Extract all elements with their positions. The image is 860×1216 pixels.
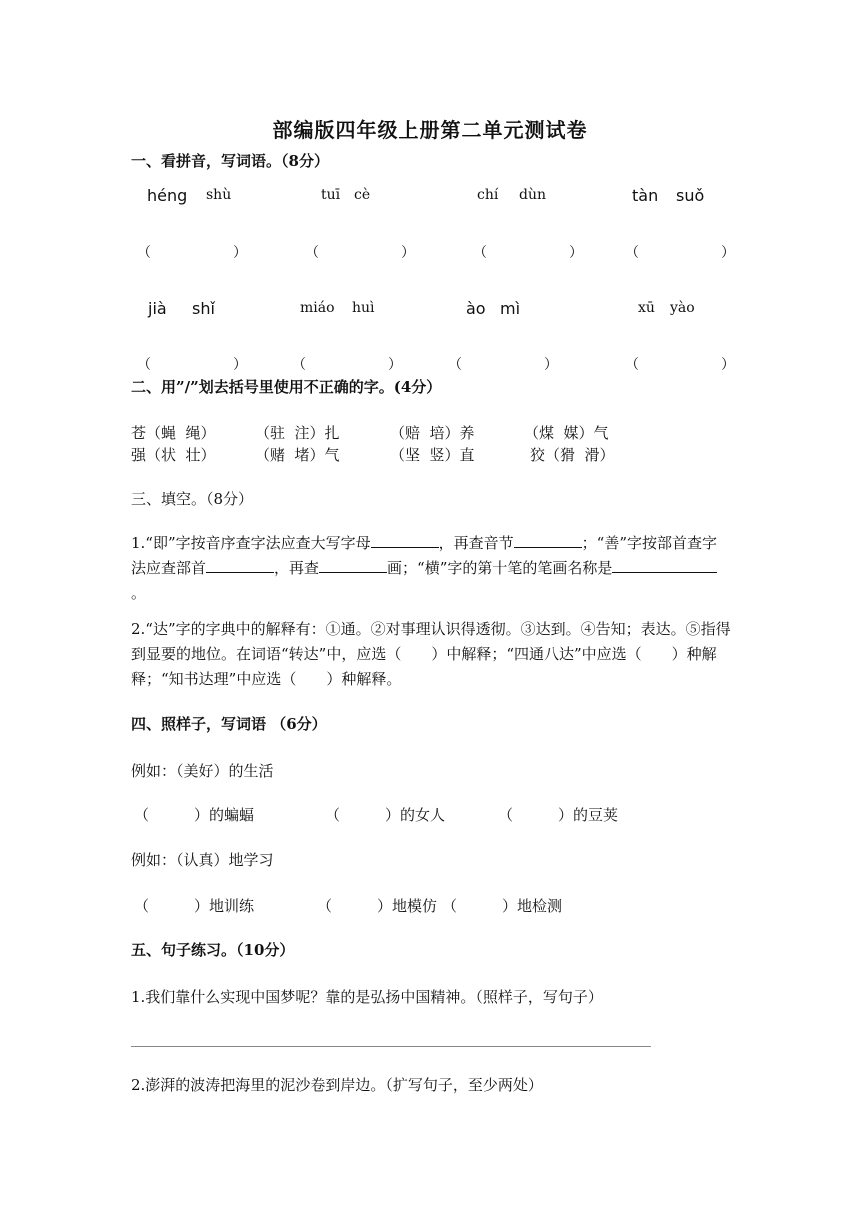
pinyin-6a: miáo <box>300 300 335 316</box>
pinyin-5b: shǐ <box>192 299 215 318</box>
pinyin-8b: yào <box>670 300 695 316</box>
answer-blank[interactable] <box>319 556 387 573</box>
word-item: （ ）地检测 <box>442 897 563 915</box>
answer-blank[interactable] <box>371 531 439 548</box>
pinyin-4b: suǒ <box>676 186 705 205</box>
answer-open-8: （ <box>625 357 639 373</box>
answer-open-5: （ <box>137 357 151 373</box>
answer-close-4: ） <box>721 245 735 261</box>
word-item: （ ）地模仿 <box>317 897 438 915</box>
word-item: （ ）的豆荚 <box>498 806 619 824</box>
answer-close-7: ） <box>544 357 558 373</box>
choice-item: （坚 竖）直 <box>390 446 475 464</box>
answer-close-2: ） <box>401 245 415 261</box>
choice-item: （驻 注）扎 <box>255 424 340 442</box>
choice-item: （煤 媒）气 <box>524 424 609 442</box>
answer-close-8: ） <box>721 357 735 373</box>
word-item: （ ）地训练 <box>134 897 255 915</box>
section-1-heading: 一、看拼音，写词语。（8分） <box>131 152 329 170</box>
answer-blank[interactable] <box>612 556 717 573</box>
answer-close-3: ） <box>569 245 583 261</box>
pinyin-2b: cè <box>354 187 371 203</box>
example-2: 例如：（认真）地学习 <box>131 851 274 869</box>
page-title: 部编版四年级上册第二单元测试卷 <box>272 118 588 142</box>
choice-item: 狡（猾 滑） <box>530 446 615 464</box>
answer-close-6: ） <box>388 357 402 373</box>
pinyin-2a: tuī <box>321 187 341 203</box>
answer-open-3: （ <box>473 245 487 261</box>
answer-open-2: （ <box>305 245 319 261</box>
choice-item: 强（状 壮） <box>131 446 216 464</box>
pinyin-8a: xū <box>638 300 655 316</box>
pinyin-7a: ào <box>466 299 486 318</box>
example-1: 例如：（美好）的生活 <box>131 762 274 780</box>
fill-question-1: 1.“即”字按音序查字法应查大写字母 ，再查音节 ；“善”字按部首查字法应查部首 ，再查 画；“横”字的第十笔的笔画名称是。 <box>131 531 731 606</box>
choice-item: （赌 堵）气 <box>255 446 340 464</box>
answer-close-1: ） <box>233 245 247 261</box>
pinyin-3b: dùn <box>519 187 546 203</box>
pinyin-1a: héng <box>147 186 188 205</box>
pinyin-6b: huì <box>352 300 375 316</box>
pinyin-5a: jià <box>148 299 167 318</box>
choice-item: 苍（蝇 绳） <box>131 424 216 442</box>
word-item: （ ）的蝙蝠 <box>134 806 255 824</box>
choice-item: （赔 培）养 <box>390 424 475 442</box>
sentence-question-2: 2.澎湃的波涛把海里的泥沙卷到岸边。（扩写句子，至少两处） <box>131 1076 543 1094</box>
answer-line[interactable] <box>131 1046 651 1047</box>
section-2-heading: 二、用”/”划去括号里使用不正确的字。(4分） <box>131 378 442 396</box>
section-4-heading: 四、照样子，写词语 （6分） <box>131 715 327 733</box>
section-3-heading: 三、填空。（8分） <box>131 490 254 508</box>
pinyin-1b: shù <box>206 187 232 203</box>
word-item: （ ）的女人 <box>325 806 446 824</box>
answer-blank[interactable] <box>514 531 582 548</box>
answer-open-6: （ <box>292 357 306 373</box>
sentence-question-1: 1.我们靠什么实现中国梦呢？靠的是弘扬中国精神。（照样子，写句子） <box>131 988 603 1006</box>
fill-question-2: 2.“达”字的字典中的解释有：①通。②对事理认识得透彻。③达到。④告知；表达。⑤指得到显要的地位。在词语“转达”中，应选（ ）中解释；“四通八达”中应选（ ）种解释；“知书达理”中应选（ ）种解释。 <box>131 620 731 688</box>
section-5-heading: 五、句子练习。（10分） <box>131 941 295 959</box>
answer-open-1: （ <box>137 245 151 261</box>
answer-blank[interactable] <box>206 556 274 573</box>
pinyin-4a: tàn <box>632 186 659 205</box>
answer-open-4: （ <box>625 245 639 261</box>
pinyin-3a: chí <box>477 187 499 203</box>
pinyin-7b: mì <box>500 299 521 318</box>
answer-close-5: ） <box>233 357 247 373</box>
answer-open-7: （ <box>448 357 462 373</box>
